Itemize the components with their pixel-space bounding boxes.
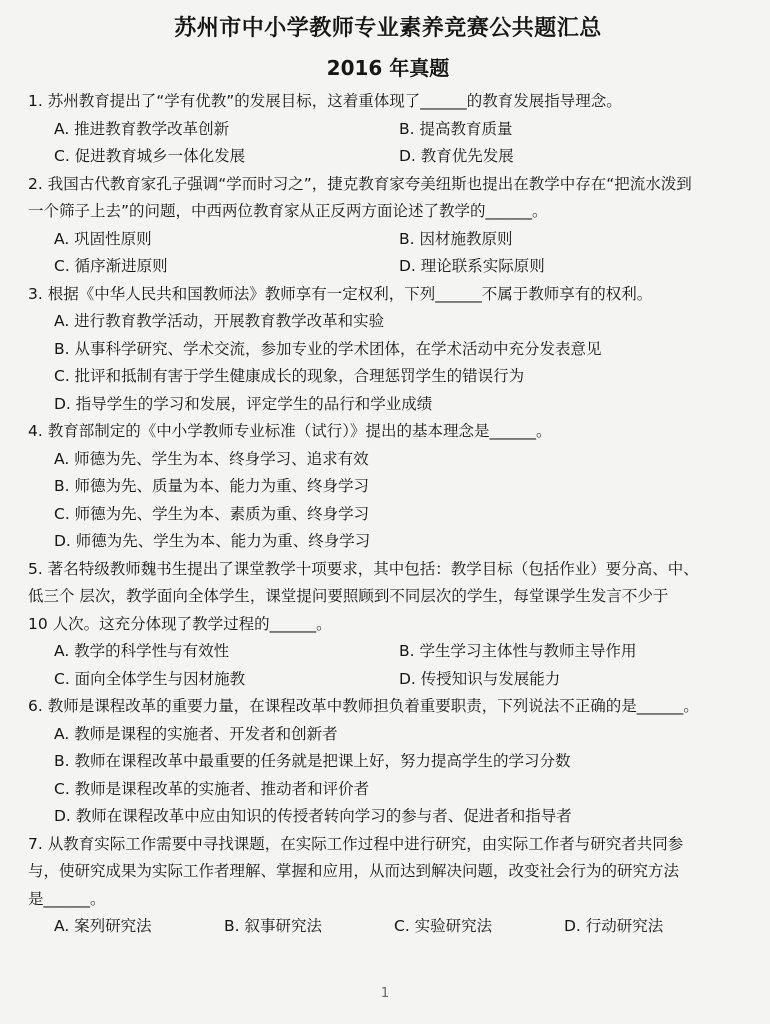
option-b: B. 因材施教原则 [399, 229, 513, 248]
question-options [28, 308, 748, 418]
option-d: D. 传授知识与发展能力 [399, 669, 561, 688]
question-options [28, 226, 748, 281]
document-subtitle: 2016 年真题 [326, 56, 450, 80]
question-stem-line: 4. 教育部制定的《中小学教师专业标准（试行）》提出的基本理念是______。 [28, 422, 552, 440]
question-stem-line: 7. 从教育实际工作需要中寻找课题，在实际工作过程中进行研究，由实际工作者与研究者共同参 [28, 834, 684, 853]
page-number: 1 [380, 986, 390, 1001]
question-options [28, 913, 748, 941]
option-a: A. 推进教育教学改革创新 [54, 119, 230, 138]
question-stem-line: 3. 根据《中华人民共和国教师法》教师享有一定权利，下列______不属于教师享有的权利。 [28, 284, 653, 303]
option-d: D. 教育优先发展 [399, 147, 514, 165]
question-stem-line: 低三个 层次，教学面向全体学生，课堂提问要照顾到不同层次的学生，每堂课学生发言不少于 [28, 587, 669, 605]
option-d: D. 教师在课程改革中应由知识的传授者转向学习的参与者、促进者和指导者 [54, 807, 572, 825]
question-options [28, 721, 748, 831]
question-1 [28, 88, 748, 171]
question-5 [28, 556, 748, 694]
option-c: C. 促进教育城乡一体化发展 [54, 147, 246, 165]
option-a: A. 进行教育教学活动，开展教育教学改革和实验 [54, 312, 385, 330]
question-stem-line: 与，使研究成果为实际工作者理解、掌握和应用，从而达到解决问题，改变社会行为的研究方法 [28, 862, 680, 880]
option-b: B. 提高教育质量 [399, 119, 513, 138]
question-stem-line: 2. 我国古代教育家孔子强调“学而时习之”，捷克教育家夸美纽斯也提出在教学中存在“把流水泼到 [28, 174, 692, 193]
option-b: B. 学生学习主体性与教师主导作用 [399, 642, 637, 660]
question-options [28, 638, 748, 693]
option-d: D. 理论联系实际原则 [399, 257, 545, 275]
option-c: C. 实验研究法 [394, 917, 493, 935]
option-a: A. 师德为先、学生为本、终身学习、追求有效 [54, 449, 369, 468]
option-b: B. 从事科学研究、学术交流，参加专业的学术团体，在学术活动中充分发表意见 [54, 339, 602, 358]
question-2 [28, 171, 748, 281]
option-c: C. 师德为先、学生为本、素质为重、终身学习 [54, 504, 370, 523]
question-stem-line: 一个筛子上去”的问题，中西两位教育家从正反两方面论述了教学的______。 [28, 202, 548, 220]
question-options [28, 116, 748, 171]
question-4 [28, 418, 748, 556]
question-options [28, 446, 748, 556]
option-a: A. 教师是课程的实施者、开发者和创新者 [54, 724, 338, 743]
option-a: A. 巩固性原则 [54, 229, 152, 248]
option-d: D. 行动研究法 [564, 917, 664, 935]
option-a: A. 案列研究法 [54, 917, 152, 935]
option-c: C. 批评和抵制有害于学生健康成长的现象，合理惩罚学生的错误行为 [54, 367, 525, 385]
question-stem-line: 10 人次。这充分体现了教学过程的______。 [28, 614, 332, 633]
question-6 [28, 693, 748, 831]
option-a: A. 教学的科学性与有效性 [54, 642, 230, 660]
option-b: B. 师德为先、质量为本、能力为重、终身学习 [54, 477, 369, 495]
question-stem-line: 6. 教师是课程改革的重要力量，在课程改革中教师担负着重要职责，下列说法不正确的是______。 [28, 697, 699, 715]
question-stem-line: 是______。 [28, 889, 106, 908]
question-stem-line: 5. 著名特级教师魏书生提出了课堂教学十项要求，其中包括：教学目标（包括作业）要分高、中、 [28, 559, 699, 578]
option-b: B. 叙事研究法 [224, 917, 322, 935]
option-c: C. 循序渐进原则 [54, 257, 168, 275]
question-3 [28, 281, 748, 419]
option-c: C. 面向全体学生与因材施教 [54, 669, 246, 688]
option-c: C. 教师是课程改革的实施者、推动者和评价者 [54, 779, 370, 798]
document-title: 苏州市中小学教师专业素养竞赛公共题汇总 [174, 16, 602, 41]
option-d: D. 师德为先、学生为本、能力为重、终身学习 [54, 532, 371, 550]
option-d: D. 指导学生的学习和发展，评定学生的品行和学业成绩 [54, 394, 433, 413]
option-b: B. 教师在课程改革中最重要的任务就是把课上好，努力提高学生的学习分数 [54, 752, 571, 770]
question-stem-line: 1. 苏州教育提出了“学有优教”的发展目标，这着重体现了______的教育发展指导理念。 [28, 92, 622, 110]
question-7 [28, 831, 748, 941]
